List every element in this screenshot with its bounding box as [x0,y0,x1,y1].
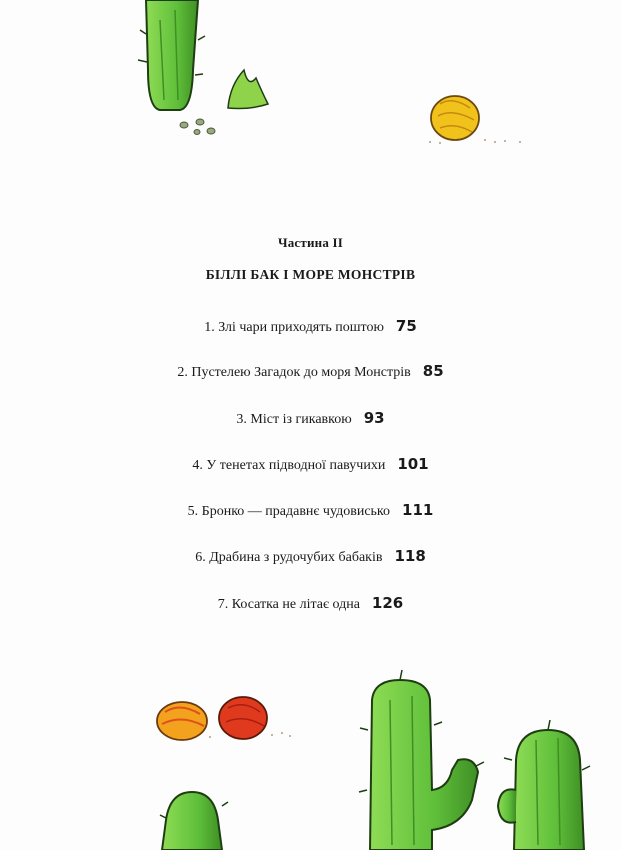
toc-item[interactable] [0,501,621,520]
toc-item-title: 1. Злі чари приходять поштою [204,320,384,335]
top-cactus-icon [138,0,205,110]
toc-item-title: 5. Бронко — прадавнє чудовисько [187,504,391,519]
right-cactus-icon [498,720,590,850]
toc-item-page: 111 [402,501,434,519]
toc-item-page: 93 [363,409,385,427]
toc-item[interactable] [0,362,621,381]
yellow-fruit-icon [429,96,521,144]
toc-item-page: 118 [394,547,426,565]
toc-item[interactable] [0,409,621,428]
small-leaf-plant-icon [228,70,268,109]
toc-item-title: 3. Міст із гикавкою [236,412,352,427]
pebbles-icon [180,119,215,135]
toc-item-page: 101 [397,455,429,473]
toc-item[interactable] [0,594,621,613]
toc-item-page: 75 [395,317,417,335]
part-label: Частина II [277,235,344,250]
big-cactus-icon [359,670,484,850]
small-cactus-icon [160,792,228,850]
toc-item[interactable] [0,455,621,474]
part-title: БІЛЛІ БАК І МОРЕ МОНСТРІВ [205,267,416,282]
toc-item-page: 126 [371,594,404,612]
toc-item-title: 6. Драбина з рудочубих бабаків [195,550,383,565]
toc-item-title: 7. Косатка не літає одна [217,597,360,612]
toc-item-page: 85 [422,362,444,380]
toc-item[interactable] [0,547,621,566]
toc-item-title: 2. Пустелею Загадок до моря Монстрів [177,365,411,380]
orange-fruit-icon [157,702,207,740]
toc-item[interactable] [0,317,621,336]
toc-item-title: 4. У тенетах підводної павучихи [192,458,386,473]
red-fruit-icon [209,697,291,739]
